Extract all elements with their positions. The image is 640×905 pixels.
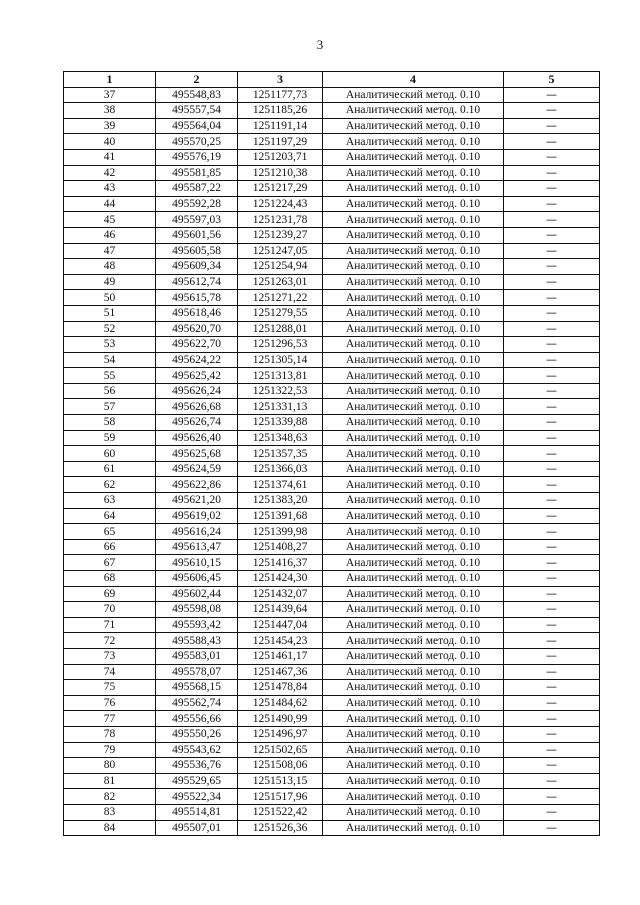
note-cell: — [504,461,600,477]
table-row [64,571,600,587]
method-cell: Аналитический метод. 0.10 [323,196,504,212]
point-number-cell: 83 [64,804,156,820]
method-cell: Аналитический метод. 0.10 [323,165,504,181]
table-row [64,602,600,618]
method-cell: Аналитический метод. 0.10 [323,399,504,415]
y-coordinate-cell: 1251399,98 [238,524,323,540]
header-col-1: 1 [64,72,156,88]
x-coordinate-cell: 495613,47 [156,539,238,555]
y-coordinate-cell: 1251508,06 [238,758,323,774]
table-row [64,87,600,103]
table-row [64,648,600,664]
x-coordinate-cell: 495548,83 [156,87,238,103]
method-cell: Аналитический метод. 0.10 [323,586,504,602]
method-cell: Аналитический метод. 0.10 [323,290,504,306]
note-cell: — [504,804,600,820]
point-number-cell: 69 [64,586,156,602]
y-coordinate-cell: 1251383,20 [238,493,323,509]
table-row [64,368,600,384]
table-row [64,493,600,509]
y-coordinate-cell: 1251197,29 [238,134,323,150]
y-coordinate-cell: 1251490,99 [238,711,323,727]
point-number-cell: 65 [64,524,156,540]
y-coordinate-cell: 1251439,64 [238,602,323,618]
table-body [64,87,600,836]
note-cell: — [504,680,600,696]
point-number-cell: 73 [64,648,156,664]
method-cell: Аналитический метод. 0.10 [323,804,504,820]
point-number-cell: 68 [64,571,156,587]
point-number-cell: 81 [64,773,156,789]
note-cell: — [504,524,600,540]
y-coordinate-cell: 1251231,78 [238,212,323,228]
y-coordinate-cell: 1251296,53 [238,337,323,353]
x-coordinate-cell: 495624,59 [156,461,238,477]
x-coordinate-cell: 495618,46 [156,305,238,321]
method-cell: Аналитический метод. 0.10 [323,87,504,103]
method-cell: Аналитический метод. 0.10 [323,820,504,836]
method-cell: Аналитический метод. 0.10 [323,742,504,758]
y-coordinate-cell: 1251305,14 [238,352,323,368]
x-coordinate-cell: 495568,15 [156,680,238,696]
note-cell: — [504,617,600,633]
method-cell: Аналитический метод. 0.10 [323,274,504,290]
x-coordinate-cell: 495620,70 [156,321,238,337]
point-number-cell: 77 [64,711,156,727]
y-coordinate-cell: 1251224,43 [238,196,323,212]
note-cell: — [504,586,600,602]
table-row [64,149,600,165]
table-row [64,212,600,228]
y-coordinate-cell: 1251461,17 [238,648,323,664]
table-row [64,789,600,805]
note-cell: — [504,181,600,197]
note-cell: — [504,87,600,103]
table-row [64,274,600,290]
note-cell: — [504,726,600,742]
note-cell: — [504,243,600,259]
x-coordinate-cell: 495622,86 [156,477,238,493]
method-cell: Аналитический метод. 0.10 [323,227,504,243]
table-row [64,695,600,711]
table-row [64,337,600,353]
y-coordinate-cell: 1251339,88 [238,415,323,431]
point-number-cell: 59 [64,430,156,446]
x-coordinate-cell: 495625,42 [156,368,238,384]
table-row [64,758,600,774]
table-row [64,477,600,493]
table-row [64,399,600,415]
table-row [64,664,600,680]
point-number-cell: 50 [64,290,156,306]
point-number-cell: 52 [64,321,156,337]
point-number-cell: 51 [64,305,156,321]
y-coordinate-cell: 1251185,26 [238,103,323,119]
y-coordinate-cell: 1251357,35 [238,446,323,462]
table-row [64,181,600,197]
y-coordinate-cell: 1251210,38 [238,165,323,181]
table-row [64,243,600,259]
table-row [64,555,600,571]
x-coordinate-cell: 495626,40 [156,430,238,446]
method-cell: Аналитический метод. 0.10 [323,633,504,649]
method-cell: Аналитический метод. 0.10 [323,383,504,399]
method-cell: Аналитический метод. 0.10 [323,726,504,742]
table-row [64,633,600,649]
method-cell: Аналитический метод. 0.10 [323,446,504,462]
x-coordinate-cell: 495578,07 [156,664,238,680]
method-cell: Аналитический метод. 0.10 [323,508,504,524]
method-cell: Аналитический метод. 0.10 [323,118,504,134]
point-number-cell: 75 [64,680,156,696]
y-coordinate-cell: 1251447,04 [238,617,323,633]
table-row [64,165,600,181]
point-number-cell: 64 [64,508,156,524]
y-coordinate-cell: 1251432,07 [238,586,323,602]
method-cell: Аналитический метод. 0.10 [323,555,504,571]
note-cell: — [504,399,600,415]
x-coordinate-cell: 495602,44 [156,586,238,602]
note-cell: — [504,695,600,711]
x-coordinate-cell: 495626,74 [156,415,238,431]
note-cell: — [504,134,600,150]
point-number-cell: 55 [64,368,156,384]
table-row [64,415,600,431]
y-coordinate-cell: 1251203,71 [238,149,323,165]
point-number-cell: 41 [64,149,156,165]
method-cell: Аналитический метод. 0.10 [323,321,504,337]
table-row [64,773,600,789]
table-row [64,539,600,555]
method-cell: Аналитический метод. 0.10 [323,648,504,664]
x-coordinate-cell: 495592,28 [156,196,238,212]
method-cell: Аналитический метод. 0.10 [323,477,504,493]
note-cell: — [504,508,600,524]
y-coordinate-cell: 1251467,36 [238,664,323,680]
point-number-cell: 48 [64,259,156,275]
point-number-cell: 42 [64,165,156,181]
point-number-cell: 56 [64,383,156,399]
table-row [64,711,600,727]
note-cell: — [504,259,600,275]
method-cell: Аналитический метод. 0.10 [323,134,504,150]
point-number-cell: 67 [64,555,156,571]
x-coordinate-cell: 495624,22 [156,352,238,368]
method-cell: Аналитический метод. 0.10 [323,773,504,789]
x-coordinate-cell: 495576,19 [156,149,238,165]
y-coordinate-cell: 1251217,29 [238,181,323,197]
note-cell: — [504,789,600,805]
method-cell: Аналитический метод. 0.10 [323,758,504,774]
header-col-5: 5 [504,72,600,88]
x-coordinate-cell: 495598,08 [156,602,238,618]
header-col-3: 3 [238,72,323,88]
note-cell: — [504,742,600,758]
table-row [64,352,600,368]
method-cell: Аналитический метод. 0.10 [323,695,504,711]
y-coordinate-cell: 1251313,81 [238,368,323,384]
method-cell: Аналитический метод. 0.10 [323,524,504,540]
y-coordinate-cell: 1251288,01 [238,321,323,337]
note-cell: — [504,337,600,353]
point-number-cell: 84 [64,820,156,836]
x-coordinate-cell: 495622,70 [156,337,238,353]
method-cell: Аналитический метод. 0.10 [323,571,504,587]
x-coordinate-cell: 495609,34 [156,259,238,275]
note-cell: — [504,711,600,727]
method-cell: Аналитический метод. 0.10 [323,711,504,727]
x-coordinate-cell: 495581,85 [156,165,238,181]
note-cell: — [504,321,600,337]
point-number-cell: 66 [64,539,156,555]
point-number-cell: 60 [64,446,156,462]
x-coordinate-cell: 495621,20 [156,493,238,509]
y-coordinate-cell: 1251454,23 [238,633,323,649]
table-row [64,134,600,150]
x-coordinate-cell: 495626,68 [156,399,238,415]
y-coordinate-cell: 1251517,96 [238,789,323,805]
table-row [64,726,600,742]
note-cell: — [504,633,600,649]
y-coordinate-cell: 1251263,01 [238,274,323,290]
point-number-cell: 53 [64,337,156,353]
point-number-cell: 39 [64,118,156,134]
note-cell: — [504,118,600,134]
point-number-cell: 63 [64,493,156,509]
y-coordinate-cell: 1251513,15 [238,773,323,789]
note-cell: — [504,305,600,321]
table-row [64,430,600,446]
note-cell: — [504,290,600,306]
y-coordinate-cell: 1251348,63 [238,430,323,446]
note-cell: — [504,103,600,119]
y-coordinate-cell: 1251391,68 [238,508,323,524]
note-cell: — [504,758,600,774]
method-cell: Аналитический метод. 0.10 [323,149,504,165]
y-coordinate-cell: 1251522,42 [238,804,323,820]
note-cell: — [504,820,600,836]
coordinates-table [63,71,600,836]
method-cell: Аналитический метод. 0.10 [323,243,504,259]
y-coordinate-cell: 1251254,94 [238,259,323,275]
note-cell: — [504,196,600,212]
y-coordinate-cell: 1251526,36 [238,820,323,836]
point-number-cell: 62 [64,477,156,493]
method-cell: Аналитический метод. 0.10 [323,352,504,368]
note-cell: — [504,648,600,664]
point-number-cell: 49 [64,274,156,290]
point-number-cell: 43 [64,181,156,197]
point-number-cell: 46 [64,227,156,243]
x-coordinate-cell: 495556,66 [156,711,238,727]
table-row [64,227,600,243]
point-number-cell: 79 [64,742,156,758]
note-cell: — [504,493,600,509]
point-number-cell: 61 [64,461,156,477]
y-coordinate-cell: 1251496,97 [238,726,323,742]
point-number-cell: 76 [64,695,156,711]
y-coordinate-cell: 1251502,65 [238,742,323,758]
y-coordinate-cell: 1251484,62 [238,695,323,711]
note-cell: — [504,555,600,571]
method-cell: Аналитический метод. 0.10 [323,368,504,384]
table-row [64,383,600,399]
x-coordinate-cell: 495605,58 [156,243,238,259]
y-coordinate-cell: 1251177,73 [238,87,323,103]
note-cell: — [504,165,600,181]
x-coordinate-cell: 495543,62 [156,742,238,758]
x-coordinate-cell: 495529,65 [156,773,238,789]
table-row [64,259,600,275]
x-coordinate-cell: 495626,24 [156,383,238,399]
note-cell: — [504,773,600,789]
table-row [64,508,600,524]
note-cell: — [504,352,600,368]
y-coordinate-cell: 1251366,03 [238,461,323,477]
method-cell: Аналитический метод. 0.10 [323,337,504,353]
x-coordinate-cell: 495570,25 [156,134,238,150]
method-cell: Аналитический метод. 0.10 [323,602,504,618]
note-cell: — [504,149,600,165]
y-coordinate-cell: 1251322,53 [238,383,323,399]
x-coordinate-cell: 495601,56 [156,227,238,243]
note-cell: — [504,446,600,462]
x-coordinate-cell: 495507,01 [156,820,238,836]
method-cell: Аналитический метод. 0.10 [323,617,504,633]
method-cell: Аналитический метод. 0.10 [323,539,504,555]
x-coordinate-cell: 495588,43 [156,633,238,649]
note-cell: — [504,430,600,446]
note-cell: — [504,539,600,555]
y-coordinate-cell: 1251424,30 [238,571,323,587]
point-number-cell: 45 [64,212,156,228]
header-col-2: 2 [156,72,238,88]
table-row [64,103,600,119]
table-row [64,305,600,321]
note-cell: — [504,477,600,493]
note-cell: — [504,383,600,399]
method-cell: Аналитический метод. 0.10 [323,430,504,446]
x-coordinate-cell: 495593,42 [156,617,238,633]
point-number-cell: 47 [64,243,156,259]
x-coordinate-cell: 495625,68 [156,446,238,462]
y-coordinate-cell: 1251239,27 [238,227,323,243]
table-row [64,820,600,836]
note-cell: — [504,212,600,228]
x-coordinate-cell: 495587,22 [156,181,238,197]
y-coordinate-cell: 1251271,22 [238,290,323,306]
y-coordinate-cell: 1251279,55 [238,305,323,321]
point-number-cell: 72 [64,633,156,649]
table-row [64,196,600,212]
x-coordinate-cell: 495597,03 [156,212,238,228]
point-number-cell: 44 [64,196,156,212]
note-cell: — [504,664,600,680]
table-row [64,742,600,758]
y-coordinate-cell: 1251191,14 [238,118,323,134]
point-number-cell: 54 [64,352,156,368]
table-row [64,524,600,540]
table-row [64,461,600,477]
method-cell: Аналитический метод. 0.10 [323,259,504,275]
y-coordinate-cell: 1251478,84 [238,680,323,696]
point-number-cell: 58 [64,415,156,431]
method-cell: Аналитический метод. 0.10 [323,212,504,228]
point-number-cell: 70 [64,602,156,618]
method-cell: Аналитический метод. 0.10 [323,680,504,696]
table-header [64,72,600,88]
note-cell: — [504,602,600,618]
y-coordinate-cell: 1251331,13 [238,399,323,415]
x-coordinate-cell: 495557,54 [156,103,238,119]
point-number-cell: 80 [64,758,156,774]
x-coordinate-cell: 495564,04 [156,118,238,134]
header-row [64,72,600,88]
point-number-cell: 82 [64,789,156,805]
page-number: 3 [316,37,324,52]
x-coordinate-cell: 495550,26 [156,726,238,742]
x-coordinate-cell: 495616,24 [156,524,238,540]
method-cell: Аналитический метод. 0.10 [323,789,504,805]
y-coordinate-cell: 1251247,05 [238,243,323,259]
method-cell: Аналитический метод. 0.10 [323,103,504,119]
note-cell: — [504,571,600,587]
point-number-cell: 40 [64,134,156,150]
table-row [64,118,600,134]
point-number-cell: 38 [64,103,156,119]
y-coordinate-cell: 1251374,61 [238,477,323,493]
point-number-cell: 37 [64,87,156,103]
note-cell: — [504,368,600,384]
table-row [64,586,600,602]
table-row [64,321,600,337]
point-number-cell: 74 [64,664,156,680]
x-coordinate-cell: 495562,74 [156,695,238,711]
note-cell: — [504,274,600,290]
x-coordinate-cell: 495619,02 [156,508,238,524]
x-coordinate-cell: 495606,45 [156,571,238,587]
point-number-cell: 71 [64,617,156,633]
x-coordinate-cell: 495522,34 [156,789,238,805]
method-cell: Аналитический метод. 0.10 [323,181,504,197]
x-coordinate-cell: 495615,78 [156,290,238,306]
x-coordinate-cell: 495610,15 [156,555,238,571]
x-coordinate-cell: 495612,74 [156,274,238,290]
table-row [64,290,600,306]
method-cell: Аналитический метод. 0.10 [323,415,504,431]
x-coordinate-cell: 495583,01 [156,648,238,664]
method-cell: Аналитический метод. 0.10 [323,305,504,321]
point-number-cell: 57 [64,399,156,415]
method-cell: Аналитический метод. 0.10 [323,461,504,477]
y-coordinate-cell: 1251408,27 [238,539,323,555]
method-cell: Аналитический метод. 0.10 [323,664,504,680]
note-cell: — [504,227,600,243]
table-row [64,446,600,462]
note-cell: — [504,415,600,431]
table-row [64,680,600,696]
method-cell: Аналитический метод. 0.10 [323,493,504,509]
table-row [64,804,600,820]
x-coordinate-cell: 495514,81 [156,804,238,820]
x-coordinate-cell: 495536,76 [156,758,238,774]
table-row [64,617,600,633]
y-coordinate-cell: 1251416,37 [238,555,323,571]
point-number-cell: 78 [64,726,156,742]
header-col-4: 4 [323,72,504,88]
